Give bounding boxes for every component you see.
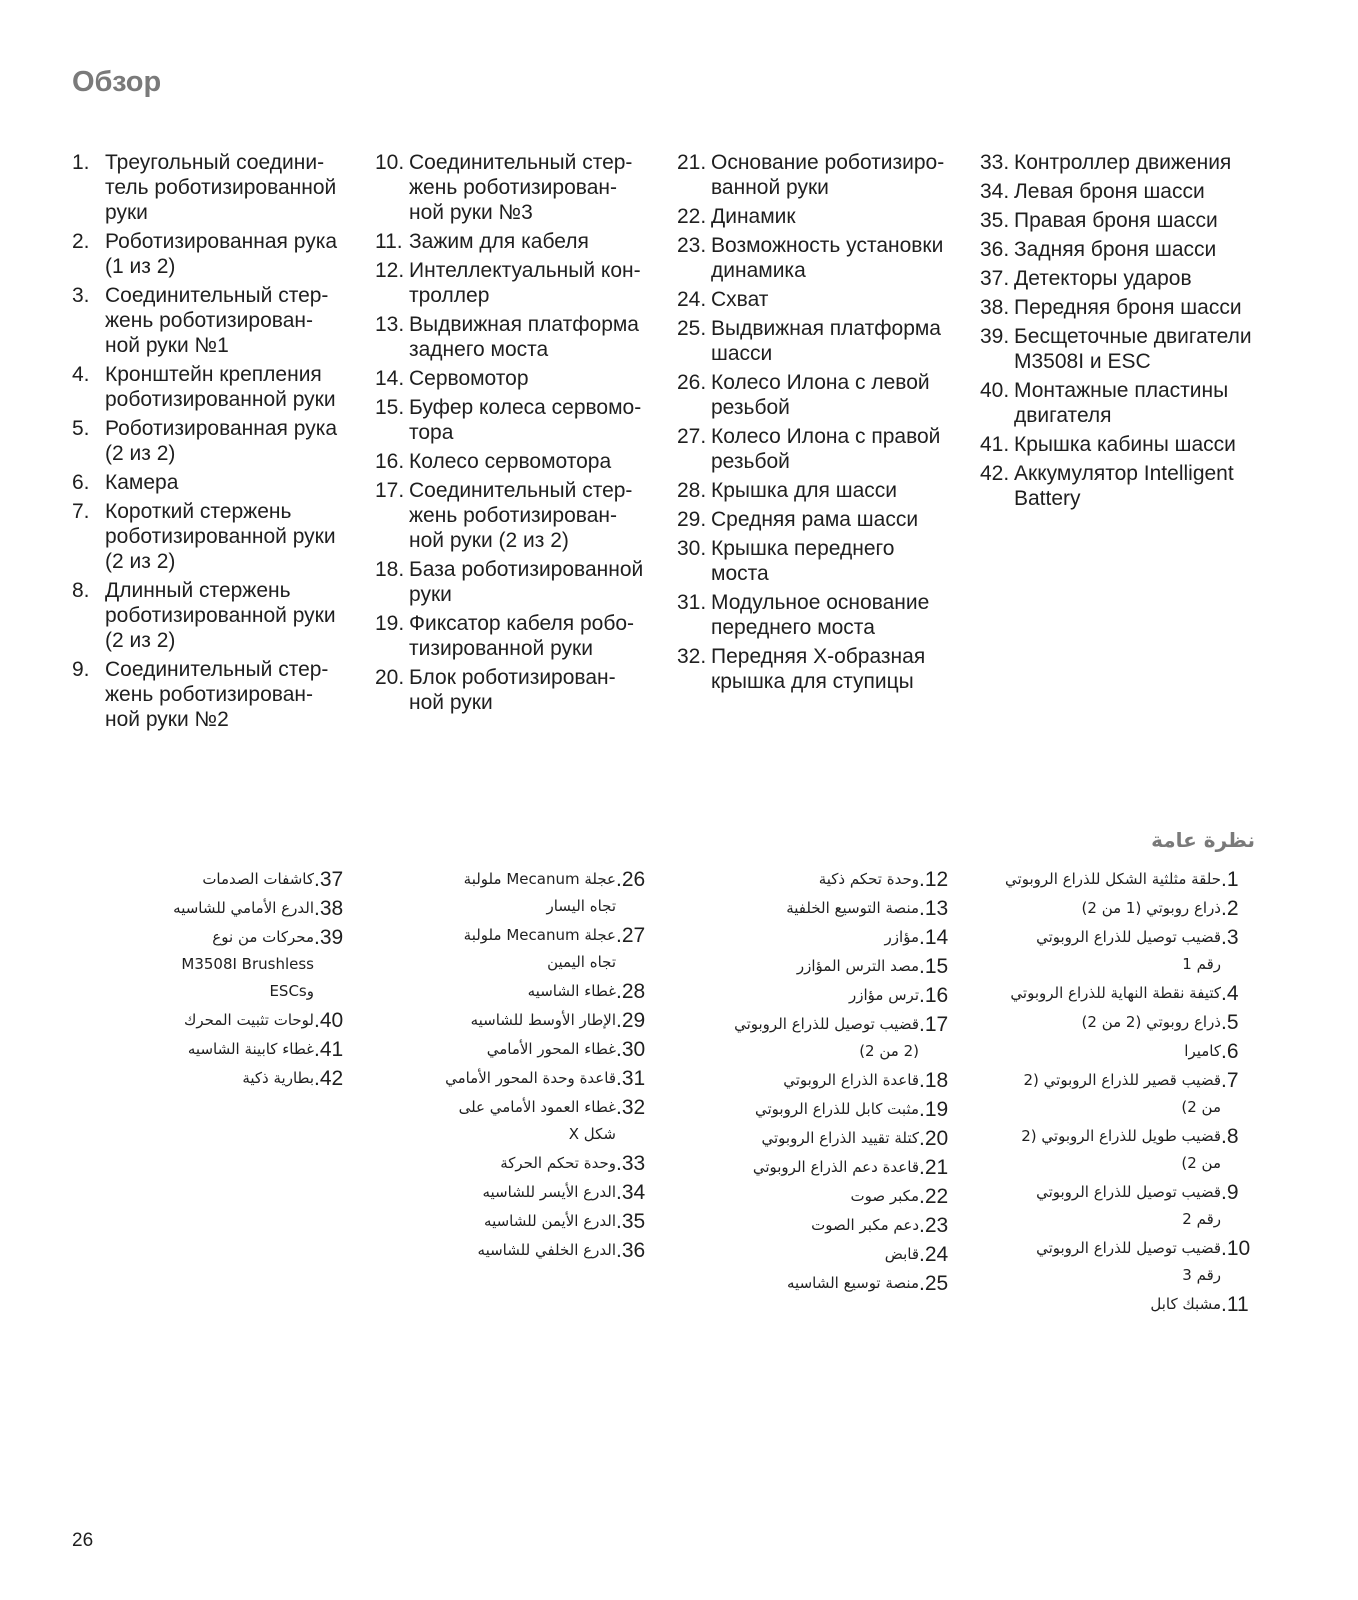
ar-list-item: [58, 1007, 348, 1034]
item-number: 30.: [677, 537, 707, 560]
item-text: База роботизированной руки: [409, 558, 644, 606]
item-number: 7.: [72, 500, 90, 523]
item-text: Колесо Илона с левой резьбой: [711, 371, 930, 419]
ar-list-item: [663, 924, 953, 951]
ar-list-item: [360, 1065, 650, 1092]
item-text: عجلة Mecanum ملولبة تجاه اليمين: [463, 926, 616, 971]
item-text: Детекторы ударов: [1014, 267, 1192, 290]
item-number: 23.: [677, 234, 707, 257]
item-text: Длинный стержень роботизированной руки (2 из 2): [105, 579, 336, 652]
ar-list-column-1: [965, 866, 1255, 1320]
item-text: قضيب توصيل للذراع الروبوتي (2 من 2): [734, 1015, 919, 1060]
item-text: كتلة تقييد الذراع الروبوتي: [761, 1129, 919, 1147]
item-number: 37.: [980, 267, 1010, 290]
item-number: 26.: [677, 371, 707, 394]
ru-list-item: [677, 478, 967, 503]
item-number: .23: [919, 1214, 949, 1237]
item-text: مكبر صوت: [850, 1187, 919, 1205]
item-number: 12.: [375, 259, 405, 282]
item-text: عجلة Mecanum ملولبة تجاه اليسار: [463, 870, 616, 915]
ru-list-item: [72, 578, 362, 653]
item-text: قضيب توصيل للذراع الروبوتي رقم 3: [1036, 1239, 1221, 1284]
ru-list-item: [980, 208, 1270, 233]
item-text: Левая броня шасси: [1014, 180, 1205, 203]
item-text: ترس مؤازر: [849, 986, 919, 1004]
item-number: 25.: [677, 317, 707, 340]
ar-list-column-3: [360, 866, 650, 1266]
item-number: .26: [616, 868, 646, 891]
ar-list-column-4: [58, 866, 348, 1094]
item-number: .25: [919, 1272, 949, 1295]
item-text: لوحات تثبيت المحرك: [183, 1011, 314, 1029]
ru-list-item: [980, 150, 1270, 175]
ar-list-item: [965, 866, 1255, 893]
item-number: .10: [1221, 1237, 1251, 1260]
item-text: Колесо сервомотора: [409, 450, 612, 473]
item-number: .41: [314, 1038, 344, 1061]
item-number: .7: [1221, 1069, 1239, 1092]
item-number: 29.: [677, 508, 707, 531]
ar-list-column-2: [663, 866, 953, 1299]
ru-list-item: [677, 507, 967, 532]
ru-list-item: [375, 611, 665, 661]
ru-list-item: [677, 287, 967, 312]
item-number: .17: [919, 1013, 949, 1036]
ru-list-column-1: [72, 150, 362, 736]
item-text: وحدة تحكم ذكية: [818, 870, 919, 888]
ru-list-item: [677, 644, 967, 694]
item-number: 38.: [980, 296, 1010, 319]
ar-list-item: [663, 953, 953, 980]
item-text: كتيفة نقطة النهاية للذراع الروبوتي: [1010, 984, 1221, 1002]
item-number: .38: [314, 897, 344, 920]
ru-list-item: [980, 295, 1270, 320]
ru-list-item: [677, 150, 967, 200]
item-text: غطاء كابينة الشاسيه: [187, 1040, 314, 1058]
ar-list-item: [58, 1036, 348, 1063]
ru-list-item: [677, 370, 967, 420]
item-number: 36.: [980, 238, 1010, 261]
item-number: .19: [919, 1098, 949, 1121]
ar-list-item: [663, 1183, 953, 1210]
item-number: .16: [919, 984, 949, 1007]
item-number: .14: [919, 926, 949, 949]
item-number: .11: [1221, 1293, 1249, 1316]
ar-list-item: [663, 1096, 953, 1123]
item-number: 1.: [72, 151, 90, 174]
ar-list-item: [360, 1007, 650, 1034]
item-number: 22.: [677, 205, 707, 228]
ar-list-item: [360, 1208, 650, 1235]
item-number: 41.: [980, 433, 1010, 456]
ar-list-item: [360, 1036, 650, 1063]
ar-list-item: [360, 866, 650, 920]
item-text: ذراع روبوتي (1 من 2): [1081, 899, 1221, 917]
item-number: .36: [616, 1239, 646, 1262]
ar-list-item: [663, 895, 953, 922]
item-number: .29: [616, 1009, 646, 1032]
ar-list-item: [965, 1291, 1255, 1318]
item-text: مؤازر: [884, 928, 919, 946]
ar-list-item: [360, 978, 650, 1005]
item-text: قابض: [884, 1245, 919, 1263]
ru-list-item: [375, 395, 665, 445]
item-number: .31: [616, 1067, 646, 1090]
item-number: .24: [919, 1243, 949, 1266]
item-number: 13.: [375, 313, 405, 336]
item-number: 11.: [375, 230, 403, 253]
item-number: .5: [1221, 1011, 1239, 1034]
ru-list-item: [980, 266, 1270, 291]
ru-list-item: [980, 432, 1270, 457]
item-number: 32.: [677, 645, 707, 668]
item-number: 20.: [375, 666, 405, 689]
ar-list-item: [965, 1038, 1255, 1065]
item-number: 6.: [72, 471, 90, 494]
ar-list-item: [663, 866, 953, 893]
item-text: Соединительный стер- жень роботизирован- ной руки №1: [105, 284, 329, 357]
item-number: 42.: [980, 462, 1010, 485]
ru-list-item: [72, 470, 362, 495]
item-number: 21.: [677, 151, 707, 174]
ru-list-item: [677, 590, 967, 640]
item-number: .34: [616, 1181, 646, 1204]
ar-list-item: [663, 1241, 953, 1268]
item-text: Роботизированная рука (1 из 2): [105, 230, 338, 278]
item-number: .1: [1221, 868, 1239, 891]
item-text: Правая броня шасси: [1014, 209, 1218, 232]
ar-list-item: [360, 922, 650, 976]
item-text: Средняя рама шасси: [711, 508, 919, 531]
ru-list-item: [980, 179, 1270, 204]
ru-list-item: [677, 233, 967, 283]
item-number: 19.: [375, 612, 405, 635]
ru-list-item: [375, 665, 665, 715]
item-text: Роботизированная рука (2 из 2): [105, 417, 338, 465]
item-number: .35: [616, 1210, 646, 1233]
item-text: Кронштейн крепления роботизированной руки: [105, 363, 336, 411]
ar-list-item: [965, 1009, 1255, 1036]
item-text: غطاء المحور الأمامي: [486, 1040, 616, 1058]
ru-list-item: [72, 283, 362, 358]
item-number: .42: [314, 1067, 344, 1090]
arabic-section-title: نظرة عامة: [1151, 828, 1255, 852]
ar-list-item: [965, 1123, 1255, 1177]
ar-list-item: [663, 1270, 953, 1297]
ar-list-item: [58, 866, 348, 893]
item-text: Крышка переднего моста: [711, 537, 895, 585]
item-number: .28: [616, 980, 646, 1003]
item-text: قضيب توصيل للذراع الروبوتي رقم 2: [1036, 1183, 1221, 1228]
ru-list-item: [72, 416, 362, 466]
item-number: 17.: [375, 479, 405, 502]
ru-list-item: [375, 557, 665, 607]
ar-list-item: [965, 924, 1255, 978]
item-number: 40.: [980, 379, 1010, 402]
ru-list-item: [980, 461, 1270, 511]
ru-list-item: [72, 362, 362, 412]
item-text: Соединительный стер- жень роботизирован- ной руки №3: [409, 151, 633, 224]
item-number: .4: [1221, 982, 1239, 1005]
item-text: حلقة مثلثية الشكل للذراع الروبوتي: [1005, 870, 1221, 888]
item-number: .22: [919, 1185, 949, 1208]
ru-list-item: [375, 258, 665, 308]
item-number: .9: [1221, 1181, 1239, 1204]
item-text: محركات من نوع M3508I Brushless وESCs: [181, 928, 314, 1000]
item-text: قاعدة الذراع الروبوتي: [783, 1071, 919, 1089]
ru-list-column-2: [375, 150, 665, 719]
ru-list-item: [72, 499, 362, 574]
item-text: Основание роботизиро- ванной руки: [711, 151, 945, 199]
item-text: منصة التوسيع الخلفية: [786, 899, 919, 917]
item-text: Задняя броня шасси: [1014, 238, 1217, 261]
ar-list-item: [360, 1179, 650, 1206]
page-title: Обзор: [72, 66, 162, 98]
item-text: بطارية ذكية: [242, 1069, 314, 1087]
item-text: Соединительный стер- жень роботизирован- ной руки (2 из 2): [409, 479, 633, 552]
ar-list-item: [965, 1235, 1255, 1289]
item-number: .8: [1221, 1125, 1239, 1148]
item-number: .15: [919, 955, 949, 978]
item-text: قاعدة وحدة المحور الأمامي: [445, 1069, 616, 1087]
ar-list-item: [58, 895, 348, 922]
ar-list-item: [360, 1237, 650, 1264]
item-number: .30: [616, 1038, 646, 1061]
item-text: Колесо Илона с правой резьбой: [711, 425, 941, 473]
item-text: قاعدة دعم الذراع الروبوتي: [752, 1158, 919, 1176]
item-number: 28.: [677, 479, 707, 502]
ar-list-item: [58, 924, 348, 1005]
ru-list-item: [72, 150, 362, 225]
ru-list-item: [72, 657, 362, 732]
item-number: 31.: [677, 591, 707, 614]
item-number: 24.: [677, 288, 707, 311]
item-text: الإطار الأوسط للشاسيه: [470, 1011, 616, 1029]
item-text: Короткий стержень роботизированной руки (2 из 2): [105, 500, 336, 573]
item-text: Интеллектуальный кон- троллер: [409, 259, 641, 307]
item-text: Схват: [711, 288, 769, 311]
item-number: .3: [1221, 926, 1239, 949]
ru-list-column-3: [677, 150, 967, 698]
item-number: .12: [919, 868, 949, 891]
ru-list-item: [375, 150, 665, 225]
ru-list-item: [72, 229, 362, 279]
ru-list-item: [980, 237, 1270, 262]
item-number: .20: [919, 1127, 949, 1150]
ru-list-item: [375, 478, 665, 553]
item-number: .6: [1221, 1040, 1239, 1063]
item-text: ذراع روبوتي (2 من 2): [1081, 1013, 1221, 1031]
item-text: Крышка кабины шасси: [1014, 433, 1236, 456]
item-number: 5.: [72, 417, 90, 440]
ru-list-item: [375, 366, 665, 391]
item-number: 4.: [72, 363, 90, 386]
ru-list-item: [980, 324, 1270, 374]
item-text: Бесщеточные двигатели M3508I и ESC: [1014, 325, 1252, 373]
item-number: 8.: [72, 579, 90, 602]
ru-list-item: [677, 424, 967, 474]
item-number: 33.: [980, 151, 1010, 174]
item-text: الدرع الأيمن للشاسيه: [484, 1212, 616, 1230]
item-text: Фиксатор кабеля робо- тизированной руки: [409, 612, 635, 660]
item-text: قضيب توصيل للذراع الروبوتي رقم 1: [1036, 928, 1221, 973]
ar-list-item: [965, 980, 1255, 1007]
ar-list-item: [663, 1154, 953, 1181]
item-number: .13: [919, 897, 949, 920]
item-text: وحدة تحكم الحركة: [500, 1154, 616, 1172]
ar-list-item: [663, 1125, 953, 1152]
ar-list-item: [663, 1067, 953, 1094]
ar-list-item: [663, 982, 953, 1009]
item-number: .33: [616, 1152, 646, 1175]
item-text: Зажим для кабеля: [409, 230, 589, 253]
item-text: كاشفات الصدمات: [202, 870, 314, 888]
item-number: .2: [1221, 897, 1239, 920]
item-number: 27.: [677, 425, 707, 448]
item-text: قضيب قصير للذراع الروبوتي (2 من 2): [1023, 1071, 1221, 1116]
item-text: Аккумулятор Intelligent Battery: [1014, 462, 1234, 510]
item-number: 16.: [375, 450, 405, 473]
item-text: Треугольный соедини- тель роботизированной руки: [105, 151, 337, 224]
ru-list-item: [677, 204, 967, 229]
item-text: Передняя Х-образная крышка для ступицы: [711, 645, 926, 693]
item-text: Динамик: [711, 205, 796, 228]
item-text: غطاء العمود الأمامي على شكل X: [458, 1098, 616, 1143]
item-number: .32: [616, 1096, 646, 1119]
item-text: مشبك كابل: [1150, 1295, 1221, 1313]
item-number: .37: [314, 868, 344, 891]
item-number: .21: [919, 1156, 949, 1179]
item-text: الدرع الأيسر للشاسيه: [482, 1183, 616, 1201]
item-number: 2.: [72, 230, 90, 253]
item-number: 39.: [980, 325, 1010, 348]
item-text: Возможность установки динамика: [711, 234, 944, 282]
item-text: Крышка для шасси: [711, 479, 897, 502]
item-number: 18.: [375, 558, 405, 581]
item-number: 10.: [375, 151, 405, 174]
ar-list-item: [663, 1011, 953, 1065]
item-text: الدرع الأمامي للشاسيه: [173, 899, 314, 917]
item-number: .27: [616, 924, 646, 947]
item-text: غطاء الشاسيه: [527, 982, 616, 1000]
item-text: مصد الترس المؤازر: [796, 957, 919, 975]
page-number: 26: [72, 1530, 94, 1551]
item-text: مثبت كابل للذراع الروبوتي: [755, 1100, 919, 1118]
item-text: Монтажные пластины двигателя: [1014, 379, 1229, 427]
ar-list-item: [360, 1094, 650, 1148]
item-text: Соединительный стер- жень роботизирован- ной руки №2: [105, 658, 329, 731]
item-text: دعم مكبر الصوت: [811, 1216, 919, 1234]
item-number: 15.: [375, 396, 405, 419]
item-text: Буфер колеса сервомо- тора: [409, 396, 642, 444]
item-text: منصة توسيع الشاسيه: [787, 1274, 919, 1292]
item-text: Сервомотор: [409, 367, 529, 390]
item-text: Контроллер движения: [1014, 151, 1232, 174]
item-text: Передняя броня шасси: [1014, 296, 1242, 319]
item-number: .39: [314, 926, 344, 949]
item-text: Выдвижная платформа заднего моста: [409, 313, 639, 361]
ar-list-item: [965, 1179, 1255, 1233]
item-text: قضيب طويل للذراع الروبوتي (2 من 2): [1021, 1127, 1221, 1172]
ru-list-item: [375, 229, 665, 254]
item-text: Камера: [105, 471, 179, 494]
item-text: Модульное основание переднего моста: [711, 591, 930, 639]
ar-list-item: [965, 895, 1255, 922]
item-number: 35.: [980, 209, 1010, 232]
ar-list-item: [360, 1150, 650, 1177]
item-text: كاميرا: [1184, 1042, 1221, 1060]
item-text: Блок роботизирован- ной руки: [409, 666, 616, 714]
ru-list-item: [677, 536, 967, 586]
ru-list-item: [375, 312, 665, 362]
item-number: 14.: [375, 367, 405, 390]
item-text: الدرع الخلفي للشاسيه: [477, 1241, 616, 1259]
ru-list-item: [677, 316, 967, 366]
ru-list-column-4: [980, 150, 1270, 515]
ar-list-item: [965, 1067, 1255, 1121]
item-number: 34.: [980, 180, 1010, 203]
item-number: .18: [919, 1069, 949, 1092]
item-number: 9.: [72, 658, 90, 681]
item-number: 3.: [72, 284, 90, 307]
ar-list-item: [663, 1212, 953, 1239]
item-number: .40: [314, 1009, 344, 1032]
ar-list-item: [58, 1065, 348, 1092]
ru-list-item: [980, 378, 1270, 428]
item-text: Выдвижная платформа шасси: [711, 317, 941, 365]
ru-list-item: [375, 449, 665, 474]
